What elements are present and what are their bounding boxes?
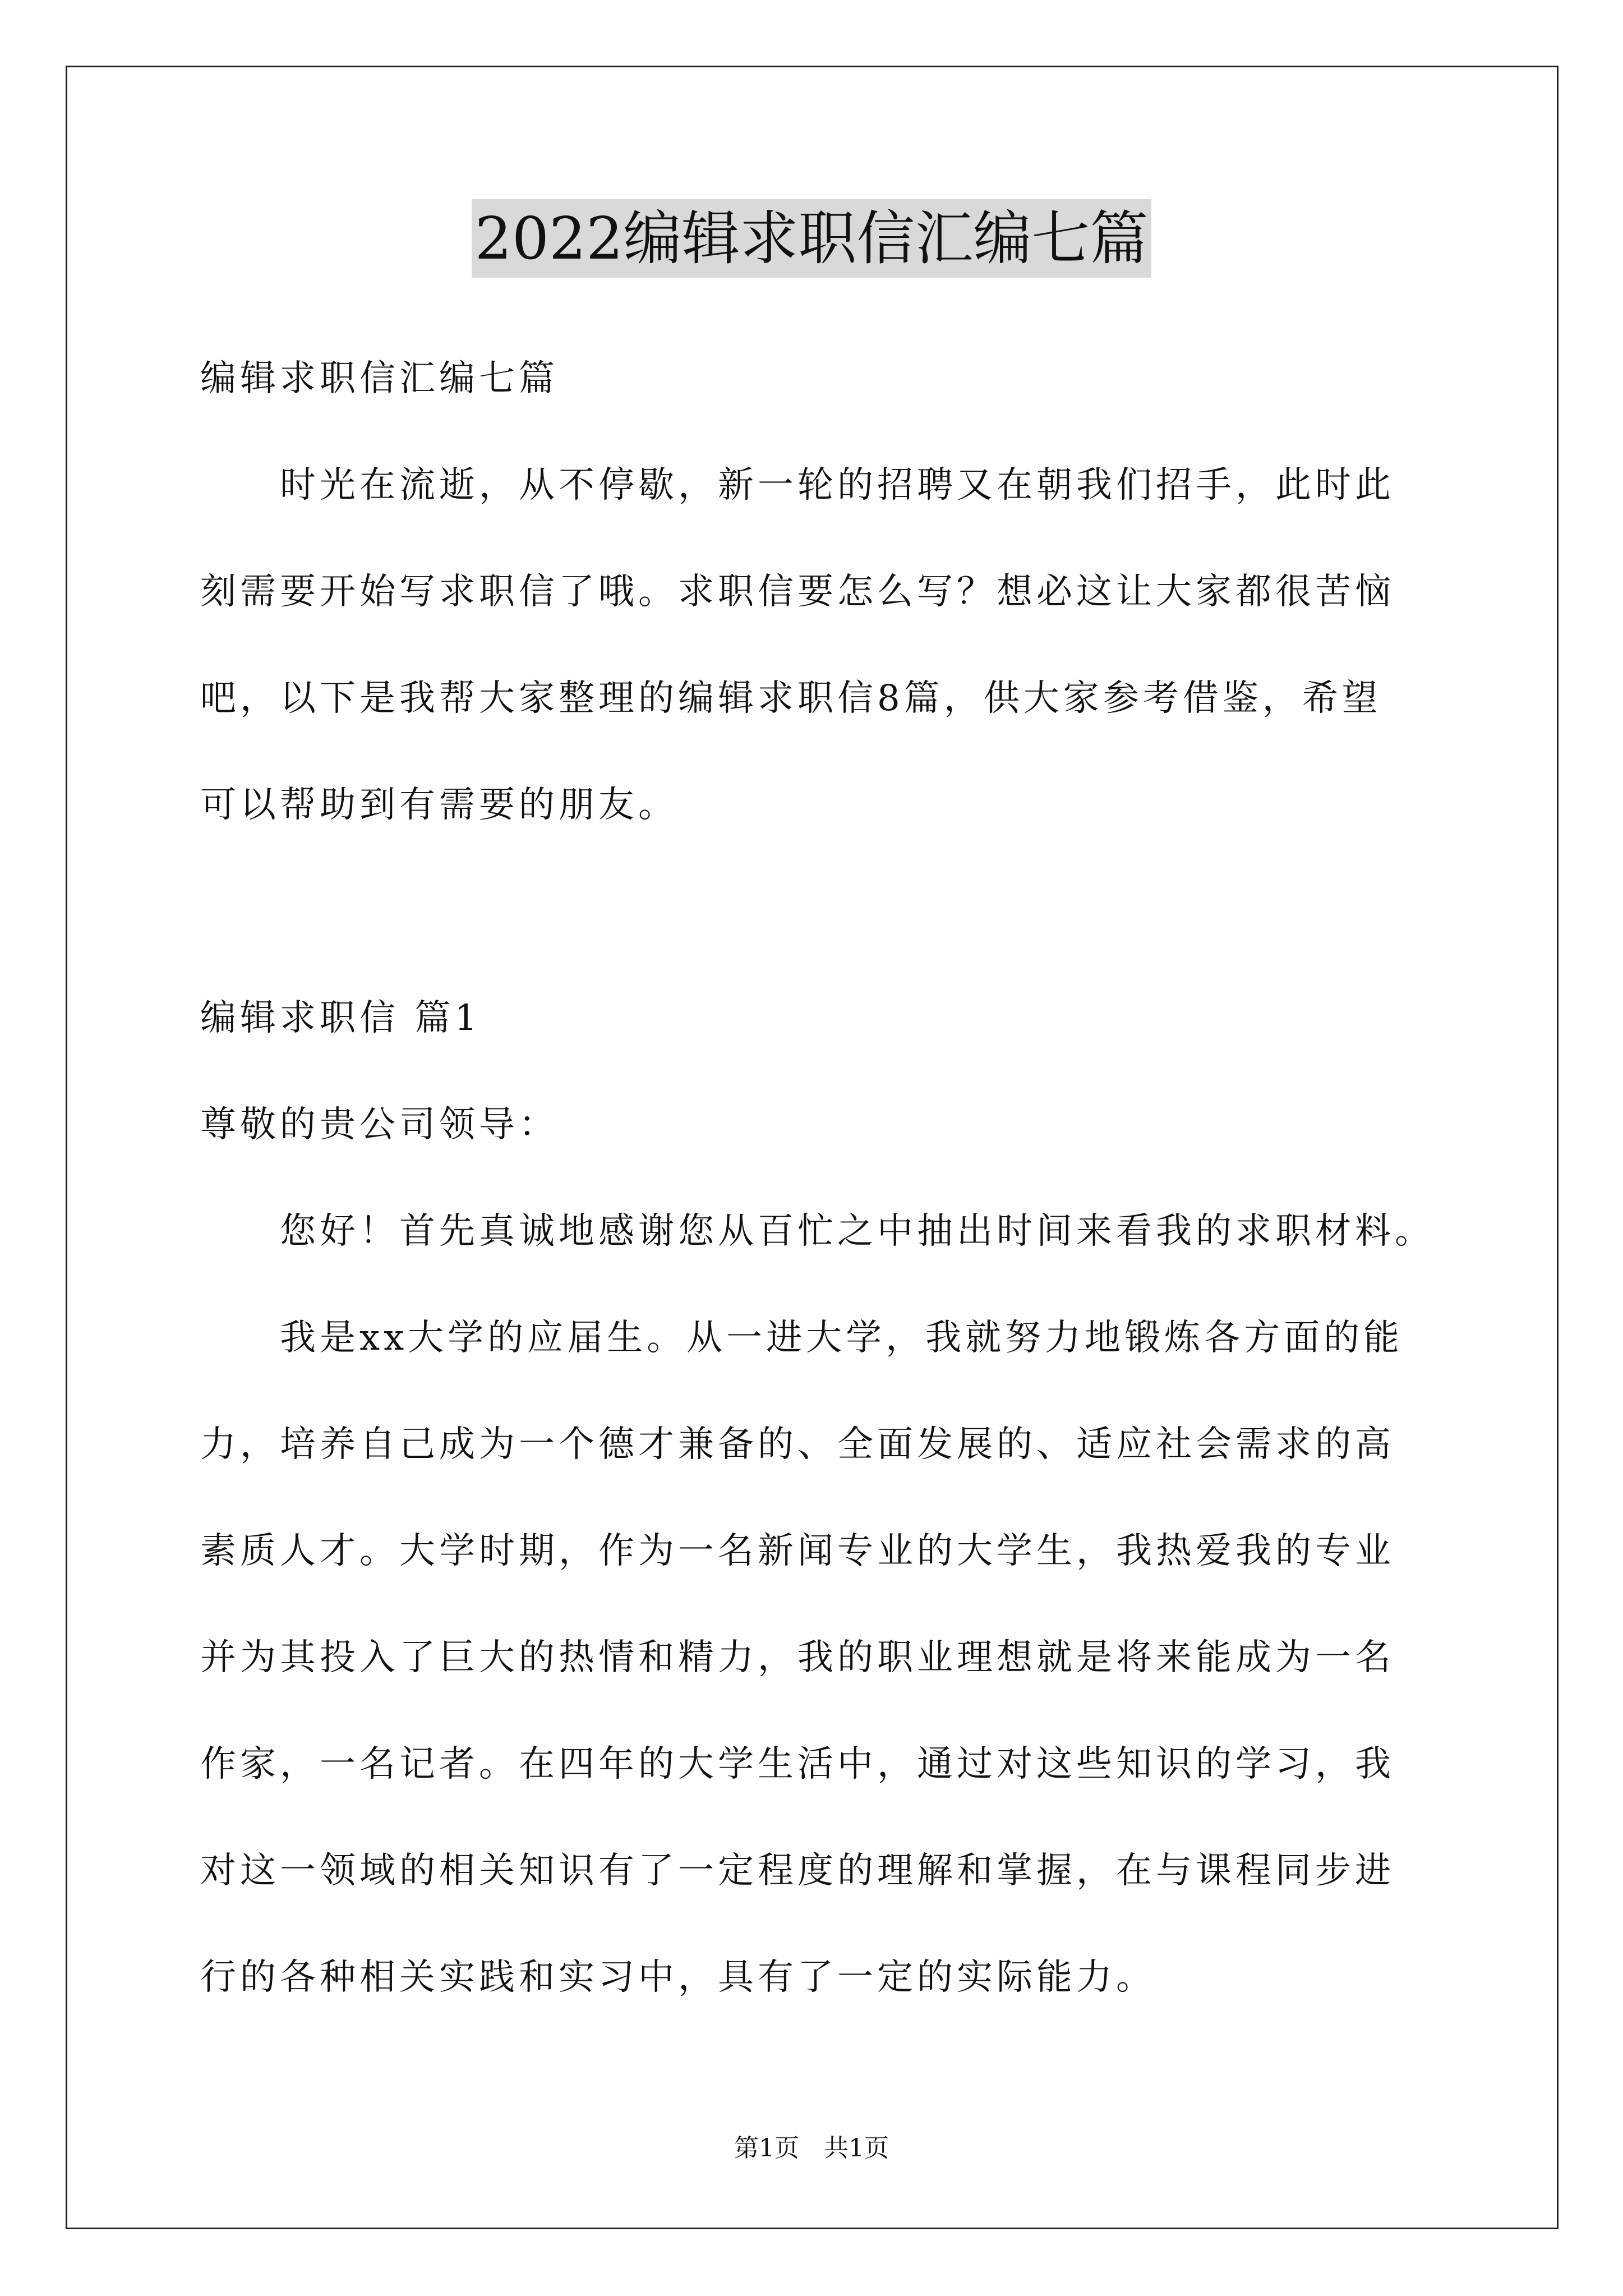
body-line: 行的各种相关实践和实习中，具有了一定的实际能力。 xyxy=(200,1957,1156,1998)
intro-line: 时光在流逝，从不停歇，新一轮的招聘又在朝我们招手，此时此 xyxy=(200,464,1395,506)
body-line: 您好！首先真诚地感谢您从百忙之中抽出时间来看我的求职材料。 xyxy=(200,1211,1435,1252)
body-line: 作家，一名记者。在四年的大学生活中，通过对这些知识的学习，我 xyxy=(200,1743,1395,1785)
section-heading: 编辑求职信 篇1 xyxy=(200,997,482,1039)
salutation: 尊敬的贵公司领导： xyxy=(200,1104,559,1145)
document-title: 2022编辑求职信汇编七篇 xyxy=(472,199,1152,278)
body-line: 素质人才。大学时期，作为一名新闻专业的大学生，我热爱我的专业 xyxy=(200,1530,1395,1572)
body-line: 对这一领域的相关知识有了一定程度的理解和掌握，在与课程同步进 xyxy=(200,1850,1395,1892)
body-line: 我是xx大学的应届生。从一进大学，我就努力地锻炼各方面的能 xyxy=(200,1317,1404,1359)
intro-line: 吧，以下是我帮大家整理的编辑求职信8篇，供大家参考借鉴，希望 xyxy=(200,678,1382,719)
page-footer: 第1页 共1页 xyxy=(734,2134,889,2162)
intro-line: 刻需要开始写求职信了哦。求职信要怎么写？想必这让大家都很苦恼 xyxy=(200,571,1395,613)
document-subtitle: 编辑求职信汇编七篇 xyxy=(200,358,559,399)
body-line: 并为其投入了巨大的热情和精力，我的职业理想就是将来能成为一名 xyxy=(200,1637,1395,1678)
body-line: 力，培养自己成为一个德才兼备的、全面发展的、适应社会需求的高 xyxy=(200,1424,1395,1465)
title-wrap xyxy=(0,199,1623,278)
intro-line: 可以帮助到有需要的朋友。 xyxy=(200,784,678,826)
